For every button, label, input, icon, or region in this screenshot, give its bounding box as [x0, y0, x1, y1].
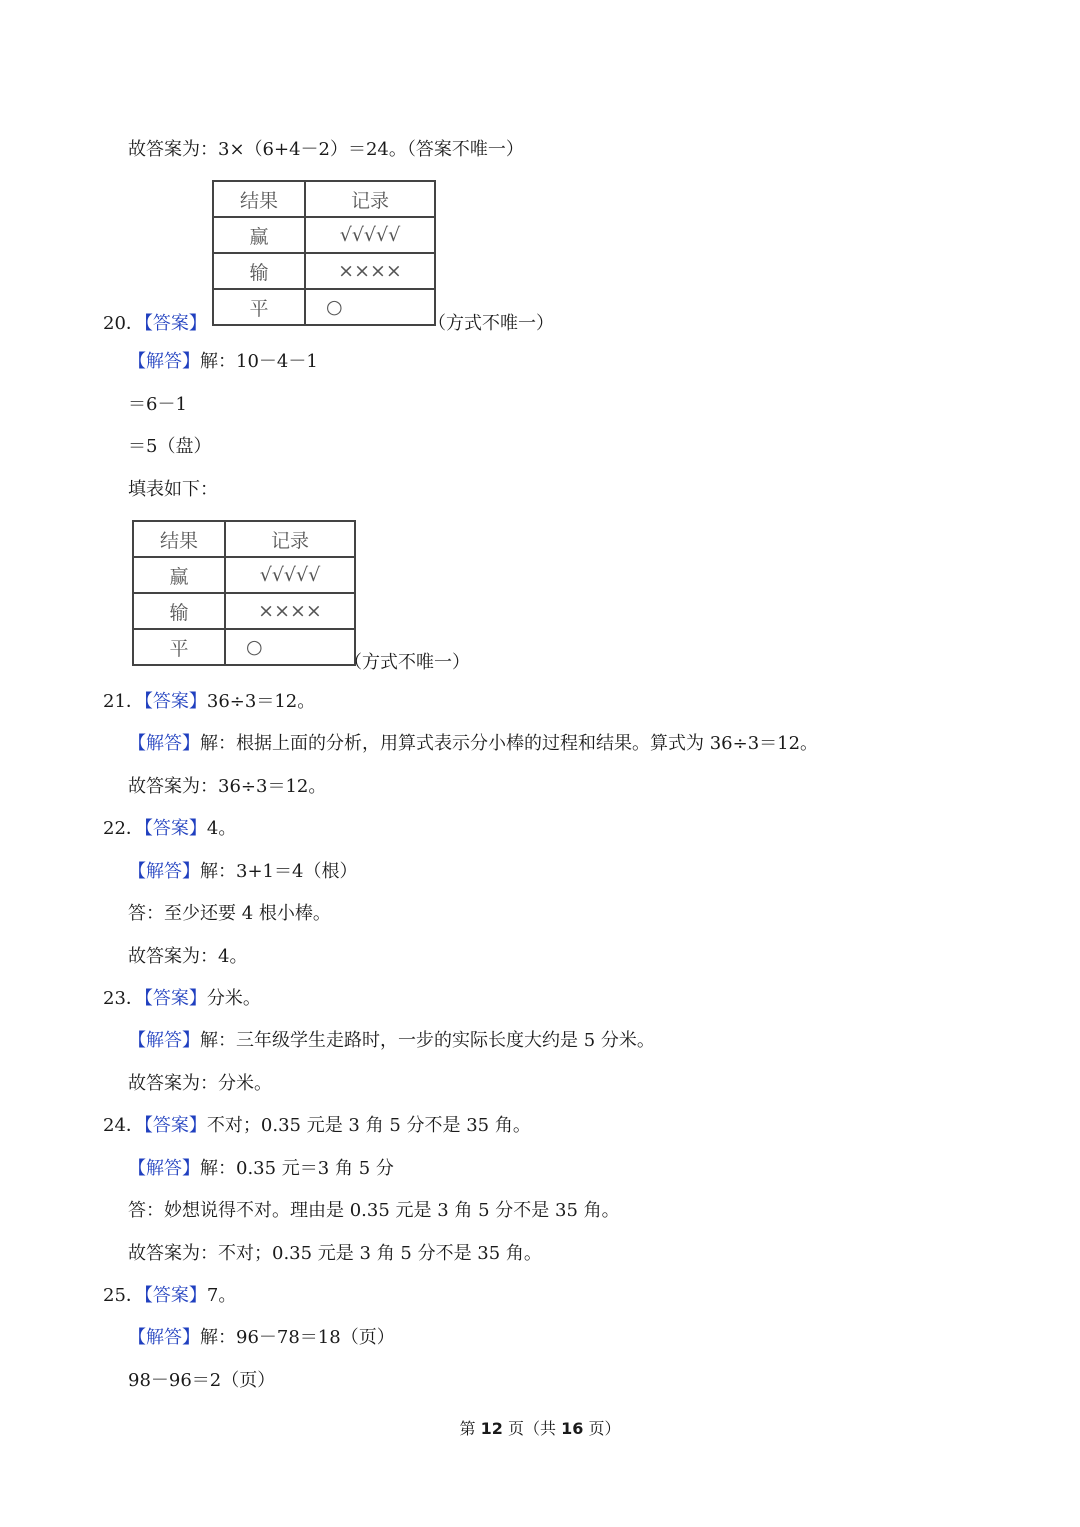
- solution-label: 【解答】: [128, 1030, 200, 1051]
- solution-step: ＝6－1: [128, 394, 187, 415]
- method-note: （方式不唯一）: [428, 313, 554, 334]
- question-20-solution: [128, 350, 318, 374]
- question-22-solution: [128, 860, 357, 884]
- final-answer: 故答案为：36÷3＝12。: [128, 776, 327, 797]
- question-25-answer: [103, 1284, 236, 1308]
- table-cell: 输: [213, 253, 305, 289]
- answer-text: 7。: [206, 1285, 237, 1306]
- table-cell: 输: [133, 593, 225, 629]
- final-answer: 故答案为：不对；0.35 元是 3 角 5 分不是 35 角。: [128, 1243, 542, 1264]
- question-24-solution: [128, 1157, 394, 1181]
- page-total: 16: [561, 1419, 584, 1438]
- solution-label: 【解答】: [128, 351, 200, 372]
- question-24-answer: [103, 1114, 531, 1138]
- reply-line: 答：至少还要 4 根小棒。: [128, 903, 331, 924]
- table-cell: √√√√√: [305, 217, 435, 253]
- question-number: 21．: [103, 691, 144, 712]
- record-table-2: [132, 520, 356, 666]
- question-number: 25．: [103, 1285, 144, 1306]
- question-number: 20．: [103, 313, 144, 334]
- solution-text: 解：10－4－1: [200, 351, 318, 372]
- solution-text: 解：三年级学生走路时，一步的实际长度大约是 5 分米。: [200, 1030, 655, 1051]
- answer-text: 4。: [206, 818, 237, 839]
- solution-label: 【解答】: [128, 1327, 200, 1348]
- question-21-solution: [128, 732, 818, 756]
- question-23-answer: [103, 987, 261, 1011]
- question-25-solution: [128, 1326, 395, 1350]
- table-cell: 平: [213, 289, 305, 325]
- answer-text: 不对；0.35 元是 3 角 5 分不是 35 角。: [206, 1115, 531, 1136]
- reply-line: 答：妙想说得不对。理由是 0.35 元是 3 角 5 分不是 35 角。: [128, 1200, 620, 1221]
- solution-label: 【解答】: [128, 733, 200, 754]
- footer-middle: 页（共: [502, 1419, 562, 1438]
- table-cell: ○: [305, 289, 435, 325]
- solution-step: 98－96＝2（页）: [128, 1370, 276, 1391]
- final-answer: 故答案为：分米。: [128, 1073, 272, 1094]
- answer-label: 【答案】: [143, 988, 207, 1009]
- question-number: 23．: [103, 988, 144, 1009]
- solution-step: ＝5（盘）: [128, 436, 212, 457]
- answer-label: 【答案】: [143, 1285, 207, 1306]
- footer-prefix: 第: [459, 1419, 481, 1438]
- table-cell: 赢: [133, 557, 225, 593]
- table-cell: 赢: [213, 217, 305, 253]
- solution-text: 解：根据上面的分析，用算式表示分小棒的过程和结果。算式为 36÷3＝12。: [200, 733, 819, 754]
- table-header-cell: 结果: [133, 521, 225, 557]
- answer-label: 【答案】: [143, 1115, 207, 1136]
- answer-label: 【答案】: [143, 313, 207, 334]
- table-header-cell: 结果: [213, 181, 305, 217]
- method-note: （方式不唯一）: [344, 652, 470, 673]
- record-table-1: [212, 180, 436, 326]
- table-header-cell: 记录: [225, 521, 355, 557]
- solution-text: 解：96－78＝18（页）: [200, 1327, 395, 1348]
- table-header-cell: 记录: [305, 181, 435, 217]
- solution-label: 【解答】: [128, 861, 200, 882]
- table-cell: ××××: [225, 593, 355, 629]
- page-footer: [0, 1416, 1080, 1439]
- table-cell: √√√√√: [225, 557, 355, 593]
- solution-label: 【解答】: [128, 1158, 200, 1179]
- table-cell: ××××: [305, 253, 435, 289]
- final-answer: 故答案为：4。: [128, 946, 248, 967]
- question-23-solution: [128, 1029, 655, 1053]
- table-cell: 平: [133, 629, 225, 665]
- solution-text: 解：0.35 元＝3 角 5 分: [200, 1158, 394, 1179]
- question-20-answer: [103, 312, 207, 336]
- question-number: 22．: [103, 818, 144, 839]
- fill-note: 填表如下：: [128, 479, 218, 500]
- footer-suffix: 页）: [583, 1419, 621, 1438]
- answer-label: 【答案】: [143, 818, 207, 839]
- answer-label: 【答案】: [143, 691, 207, 712]
- answer-text: 分米。: [206, 988, 261, 1009]
- question-number: 24．: [103, 1115, 144, 1136]
- page-number: 12: [480, 1419, 503, 1438]
- table-cell: ○: [225, 629, 355, 665]
- solution-text: 解：3+1＝4（根）: [200, 861, 358, 882]
- answer-line: 故答案为：3×（6+4－2）＝24。（答案不唯一）: [128, 139, 524, 160]
- answer-text: 36÷3＝12。: [206, 691, 316, 712]
- question-22-answer: [103, 817, 236, 841]
- question-21-answer: [103, 690, 315, 714]
